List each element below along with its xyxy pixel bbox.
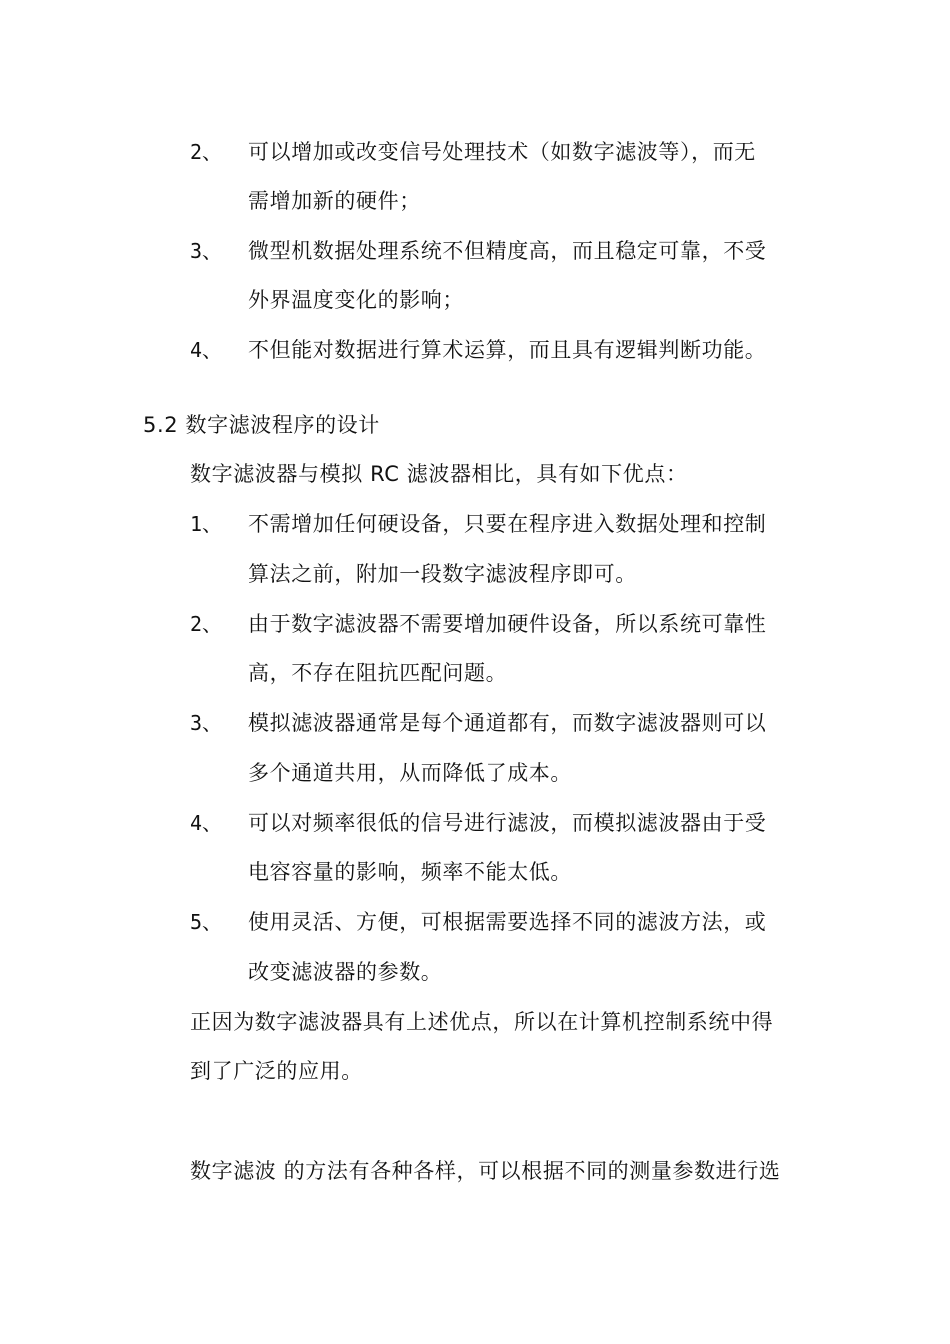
list-item-text: 不需增加任何硬设备，只要在程序进入数据处理和控制 bbox=[248, 512, 767, 536]
conclusion-paragraph: 正因为数字滤波器具有上述优点，所以在计算机控制系统中得 bbox=[190, 1010, 774, 1034]
list-item-number: 3、 bbox=[190, 711, 223, 735]
list-item-continuation: 高，不存在阻抗匹配问题。 bbox=[248, 661, 508, 685]
list-item-continuation: 电容容量的影响，频率不能太低。 bbox=[248, 860, 572, 884]
list-item-continuation: 改变滤波器的参数。 bbox=[248, 960, 443, 984]
list-item-number: 2、 bbox=[190, 612, 223, 636]
list-item-number: 2、 bbox=[190, 140, 223, 164]
list-item-text: 模拟滤波器通常是每个通道都有，而数字滤波器则可以 bbox=[248, 711, 767, 735]
list-item-continuation: 算法之前，附加一段数字滤波程序即可。 bbox=[248, 562, 637, 586]
list-item-continuation: 多个通道共用，从而降低了成本。 bbox=[248, 761, 572, 785]
list-item-number: 5、 bbox=[190, 910, 223, 934]
final-paragraph: 数字滤波 的方法有各种各样，可以根据不同的测量参数进行选 bbox=[190, 1159, 781, 1183]
list-item-text: 可以对频率很低的信号进行滤波，而模拟滤波器由于受 bbox=[248, 811, 767, 835]
list-item-continuation: 外界温度变化的影响； bbox=[248, 288, 464, 312]
section-heading: 5.2 数字滤波程序的设计 bbox=[143, 413, 380, 437]
list-item-text: 可以增加或改变信号处理技术（如数字滤波等），而无 bbox=[248, 140, 756, 164]
list-item-text: 微型机数据处理系统不但精度高，而且稳定可靠，不受 bbox=[248, 239, 767, 263]
list-item-number: 1、 bbox=[190, 512, 223, 536]
list-item-text: 由于数字滤波器不需要增加硬件设备，所以系统可靠性 bbox=[248, 612, 767, 636]
list-item-number: 3、 bbox=[190, 239, 223, 263]
list-item-number: 4、 bbox=[190, 811, 223, 835]
list-item-continuation: 需增加新的硬件； bbox=[248, 189, 421, 213]
conclusion-paragraph-continuation: 到了广泛的应用。 bbox=[190, 1059, 363, 1083]
list-item-text: 使用灵活、方便，可根据需要选择不同的滤波方法，或 bbox=[248, 910, 767, 934]
list-item-text: 不但能对数据进行算术运算，而且具有逻辑判断功能。 bbox=[248, 338, 767, 362]
list-item-number: 4、 bbox=[190, 338, 223, 362]
section-intro: 数字滤波器与模拟 RC 滤波器相比，具有如下优点： bbox=[190, 462, 688, 486]
